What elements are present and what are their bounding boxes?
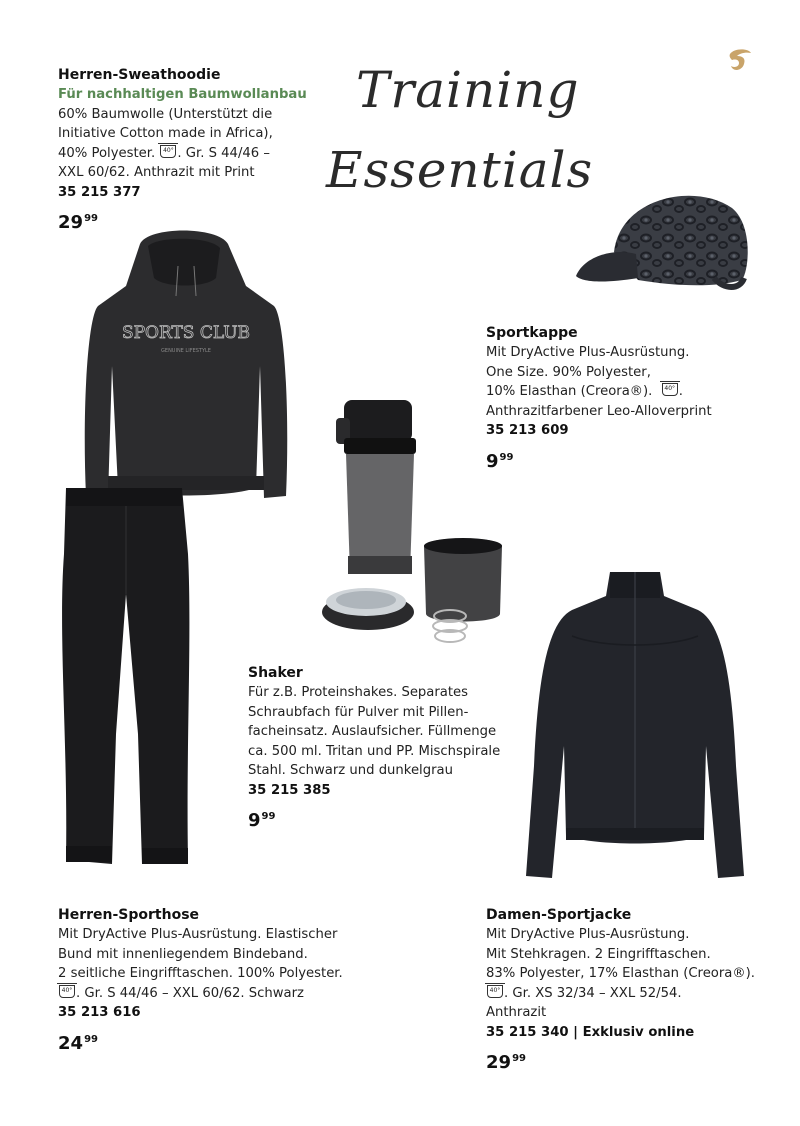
pants-text: [58, 906, 358, 1055]
hoodie-print-text: SPORTS CLUB: [121, 323, 251, 343]
price: [58, 1029, 358, 1055]
hoodie-image: [78, 226, 294, 516]
desc-line: 60% Baumwolle (Unterstützt die: [58, 106, 273, 122]
desc-line: Für z.B. Proteinshakes. Separates: [248, 685, 469, 700]
desc-part: . Gr. XS 32/34 – XXL 52/54.: [504, 985, 682, 1001]
desc-part: . Gr. S 44/46 –: [177, 145, 270, 161]
desc-line: Mit DryActive Plus-Ausrüstung. Elastischer: [58, 927, 338, 942]
article-number: 35 215 340 | Exklusiv online: [486, 1024, 695, 1040]
product-name: Sportkappe: [486, 325, 578, 341]
desc-line: Bund mit innenliegendem Bindeband.: [58, 946, 308, 962]
desc-line: Initiative Cotton made in Africa),: [58, 126, 273, 141]
product-name: Herren-Sweathoodie: [58, 67, 221, 83]
article-number: 35 215 385: [248, 782, 331, 798]
desc-line: [486, 382, 726, 402]
desc-line: Mit DryActive Plus-Ausrüstung.: [486, 927, 690, 942]
cap-text: [486, 324, 726, 473]
desc-line: Schraubfach für Pulver mit Pillen-: [248, 704, 469, 720]
jacket-text: [486, 906, 776, 1074]
tchibo-logo-icon: [724, 44, 756, 76]
price-cents: 99: [84, 213, 98, 224]
desc-line: 83% Polyester, 17% Elasthan (Creora®).: [486, 966, 755, 981]
price-main: 9: [248, 810, 261, 831]
desc-line: [486, 984, 776, 1004]
product-name: Shaker: [248, 665, 303, 681]
wash-temp: 40°: [163, 146, 174, 154]
product-description: [58, 925, 358, 1003]
desc-line: [58, 984, 358, 1004]
price: [486, 447, 726, 473]
article-number: 35 213 616: [58, 1005, 141, 1020]
desc-part: .: [678, 384, 683, 399]
wash-icon: [160, 145, 176, 158]
desc-line: Mit Stehkragen. 2 Eingrifftaschen.: [486, 946, 711, 962]
wash-icon: [662, 383, 678, 396]
desc-line: [58, 144, 318, 164]
shaker-image: [318, 388, 518, 662]
wash-icon: [59, 985, 75, 998]
wash-temp: 40°: [489, 986, 501, 994]
desc-part: 10% Elasthan (Creora®).: [486, 384, 653, 399]
article-number: 35 213 609: [486, 423, 569, 438]
desc-line: facheinsatz. Auslaufsicher. Füllmenge: [248, 724, 497, 739]
price-main: 29: [486, 1052, 512, 1073]
jacket-image: [522, 566, 748, 882]
cap-image: [574, 178, 752, 316]
desc-line: One Size. 90% Polyester,: [486, 364, 651, 380]
hoodie-text: [58, 66, 318, 234]
product-description: [248, 683, 518, 781]
headline-essentials: Essentials: [326, 141, 594, 199]
desc-line: 2 seitliche Eingrifftaschen. 100% Polyester.: [58, 966, 343, 981]
price-cents: 99: [84, 1033, 98, 1045]
price-main: 24: [58, 1032, 84, 1054]
product-name: Herren-Sporthose: [58, 907, 200, 923]
article-number: 35 215 377: [58, 184, 141, 200]
wash-icon: [487, 985, 503, 998]
sustainability-note: Für nachhaltigen Baumwollanbau: [58, 87, 307, 102]
price: [486, 1048, 776, 1074]
price-cents: 99: [261, 811, 276, 822]
price-main: 9: [486, 450, 499, 472]
wash-temp: 40°: [664, 385, 676, 392]
product-description: [486, 343, 726, 421]
desc-part: . Gr. S 44/46 – XXL 60/62. Schwarz: [76, 985, 304, 1001]
price-main: 29: [58, 212, 84, 233]
desc-line: Anthrazitfarbener Leo-Alloverprint: [486, 403, 712, 419]
desc-part: 40% Polyester.: [58, 145, 156, 161]
desc-line: Mit DryActive Plus-Ausrüstung.: [486, 345, 690, 360]
price-cents: 99: [499, 451, 514, 463]
product-name: Damen-Sportjacke: [486, 907, 632, 923]
desc-line: Anthrazit: [486, 1005, 547, 1020]
shaker-text: [248, 664, 518, 832]
pants-image: [54, 484, 198, 868]
hoodie-print-subtext: GENUINE LIFESTYLE: [161, 348, 211, 354]
price-cents: 99: [512, 1053, 526, 1064]
product-description: [58, 105, 318, 183]
product-description: [486, 925, 776, 1023]
desc-line: ca. 500 ml. Tritan und PP. Mischspirale: [248, 743, 501, 759]
desc-line: Stahl. Schwarz und dunkelgrau: [248, 763, 453, 778]
wash-temp: 40°: [61, 986, 73, 994]
headline-training: Training: [356, 61, 580, 119]
desc-line: XXL 60/62. Anthrazit mit Print: [58, 165, 255, 180]
price: [248, 806, 518, 832]
